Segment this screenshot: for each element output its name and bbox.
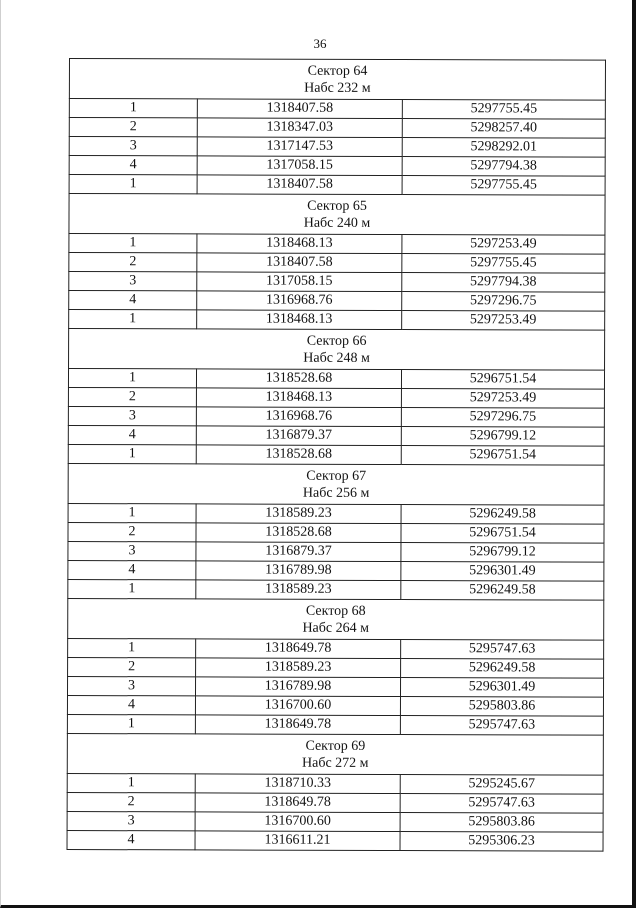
sector-height: Набс 232 м [304, 80, 371, 96]
y-coordinate: 5297794.38 [402, 273, 605, 293]
point-number: 1 [68, 503, 196, 522]
sector-title: Сектор 69 [305, 738, 366, 754]
x-coordinate: 1318407.58 [197, 253, 402, 273]
table-row [68, 406, 604, 427]
point-number: 3 [68, 541, 196, 560]
table-row [67, 811, 603, 832]
y-coordinate: 5296249.58 [401, 505, 604, 525]
x-coordinate: 1318347.03 [197, 118, 402, 138]
sector-height: Набс 248 м [303, 350, 370, 366]
point-number: 1 [69, 310, 197, 329]
table-row [69, 234, 605, 255]
point-number: 3 [67, 811, 195, 830]
table-row [69, 310, 605, 331]
table-row [69, 137, 605, 158]
coordinates-table-body [67, 59, 606, 852]
table-row [68, 657, 604, 678]
point-number: 2 [68, 387, 196, 406]
y-coordinate: 5297253.49 [402, 311, 605, 331]
table-row [67, 830, 603, 851]
point-number: 4 [67, 830, 195, 849]
point-number: 2 [68, 522, 196, 541]
table-row [69, 272, 605, 293]
sector-title: Сектор 68 [305, 603, 366, 619]
y-coordinate: 5297755.45 [402, 176, 605, 196]
table-row [68, 425, 604, 446]
x-coordinate: 1318649.78 [196, 639, 401, 659]
sector-title: Сектор 64 [307, 63, 368, 79]
page-number: 36 [313, 36, 327, 51]
y-coordinate: 5296799.12 [401, 427, 604, 447]
y-coordinate: 5297253.49 [402, 235, 605, 255]
table-row [68, 522, 604, 543]
sector-height: Набс 256 м [302, 485, 370, 501]
point-number: 1 [68, 369, 196, 388]
x-coordinate: 1318407.58 [197, 99, 402, 119]
x-coordinate: 1316968.76 [197, 291, 402, 311]
sector-header-cell [69, 194, 605, 236]
x-coordinate: 1317147.53 [197, 137, 402, 157]
table-row [68, 638, 604, 659]
point-number: 4 [67, 695, 195, 714]
sector-header-cell [67, 733, 603, 775]
x-coordinate: 1318468.13 [196, 388, 401, 408]
y-coordinate: 5295306.23 [400, 832, 603, 852]
x-coordinate: 1316879.37 [196, 426, 401, 446]
sector-header-cell [69, 59, 605, 101]
x-coordinate: 1318528.68 [196, 523, 401, 543]
sector-title: Сектор 66 [306, 333, 367, 349]
y-coordinate: 5296751.54 [401, 446, 604, 466]
table-row [67, 773, 603, 794]
x-coordinate: 1318407.58 [197, 175, 402, 195]
table-row [69, 99, 605, 120]
table-row [67, 792, 603, 813]
point-number: 3 [67, 676, 195, 695]
x-coordinate: 1318468.13 [197, 234, 402, 254]
point-number: 4 [69, 156, 197, 175]
y-coordinate: 5295245.67 [400, 775, 603, 795]
point-number: 1 [69, 99, 197, 118]
x-coordinate: 1318589.23 [196, 658, 401, 678]
x-coordinate: 1316968.76 [196, 407, 401, 427]
point-number: 4 [68, 560, 196, 579]
table-row [67, 714, 603, 735]
sector-height: Набс 272 м [302, 755, 369, 771]
table-row [68, 579, 604, 600]
y-coordinate: 5295747.63 [400, 716, 603, 736]
table-row [68, 387, 604, 408]
table-row [68, 369, 604, 390]
x-coordinate: 1317058.15 [197, 156, 402, 176]
y-coordinate: 5296751.54 [401, 524, 604, 544]
y-coordinate: 5296301.49 [401, 562, 604, 582]
coordinates-table [67, 58, 607, 852]
y-coordinate: 5298292.01 [402, 138, 605, 158]
table-row [69, 156, 605, 177]
x-coordinate: 1318589.23 [196, 504, 401, 524]
y-coordinate: 5295803.86 [400, 697, 603, 717]
sector-title: Сектор 67 [306, 468, 367, 484]
sector-header [67, 733, 603, 775]
point-number: 2 [68, 657, 196, 676]
x-coordinate: 1316700.60 [195, 696, 400, 716]
sector-header-cell [68, 598, 604, 640]
sector-header [69, 59, 605, 101]
table-row [67, 695, 603, 716]
y-coordinate: 5296799.12 [401, 543, 604, 563]
x-coordinate: 1316789.98 [195, 677, 400, 697]
point-number: 1 [68, 638, 196, 657]
point-number: 4 [69, 291, 197, 310]
point-number: 2 [69, 118, 197, 137]
point-number: 1 [69, 175, 197, 194]
sector-header [69, 194, 605, 236]
y-coordinate: 5295803.86 [400, 813, 603, 833]
table-row [69, 253, 605, 274]
table-row [68, 560, 604, 581]
x-coordinate: 1318710.33 [195, 774, 400, 794]
point-number: 4 [68, 425, 196, 444]
y-coordinate: 5297296.75 [402, 292, 605, 312]
point-number: 2 [67, 792, 195, 811]
point-number: 1 [68, 444, 196, 463]
point-number: 1 [68, 579, 196, 598]
y-coordinate: 5297755.45 [402, 254, 605, 274]
y-coordinate: 5297755.45 [402, 100, 605, 120]
table-row [67, 676, 603, 697]
sector-header-cell [69, 329, 605, 371]
table-row [68, 444, 604, 465]
y-coordinate: 5295747.63 [401, 640, 604, 660]
y-coordinate: 5297253.49 [401, 389, 604, 409]
point-number: 3 [69, 137, 197, 156]
x-coordinate: 1316879.37 [196, 542, 401, 562]
table-row [68, 503, 604, 524]
sector-header [69, 329, 605, 371]
x-coordinate: 1318528.68 [196, 369, 401, 389]
y-coordinate: 5296301.49 [400, 678, 603, 698]
x-coordinate: 1316789.98 [196, 561, 401, 581]
point-number: 3 [69, 272, 197, 291]
y-coordinate: 5297794.38 [402, 157, 605, 177]
point-number: 1 [69, 234, 197, 253]
point-number: 2 [69, 253, 197, 272]
table-row [69, 118, 605, 139]
table-row [69, 175, 605, 196]
x-coordinate: 1318589.23 [196, 580, 401, 600]
point-number: 1 [67, 714, 195, 733]
sector-height: Набс 264 м [302, 620, 370, 636]
x-coordinate: 1316700.60 [195, 812, 400, 832]
y-coordinate: 5296249.58 [401, 659, 604, 679]
sector-height: Набс 240 м [303, 215, 371, 231]
y-coordinate: 5297296.75 [401, 408, 604, 428]
x-coordinate: 1318649.78 [195, 715, 400, 735]
sector-header [68, 463, 604, 505]
sector-title: Сектор 65 [307, 198, 367, 214]
point-number: 1 [67, 773, 195, 792]
x-coordinate: 1316611.21 [195, 831, 400, 851]
y-coordinate: 5295747.63 [400, 794, 603, 814]
table-row [69, 291, 605, 312]
sector-header-cell [68, 463, 604, 505]
y-coordinate: 5296249.58 [401, 581, 604, 601]
point-number: 3 [68, 406, 196, 425]
y-coordinate: 5298257.40 [402, 119, 605, 139]
y-coordinate: 5296751.54 [401, 370, 604, 390]
x-coordinate: 1317058.15 [197, 272, 402, 292]
x-coordinate: 1318468.13 [197, 310, 402, 330]
sector-header [68, 598, 604, 640]
x-coordinate: 1318649.78 [195, 793, 400, 813]
table-row [68, 541, 604, 562]
x-coordinate: 1318528.68 [196, 445, 401, 465]
